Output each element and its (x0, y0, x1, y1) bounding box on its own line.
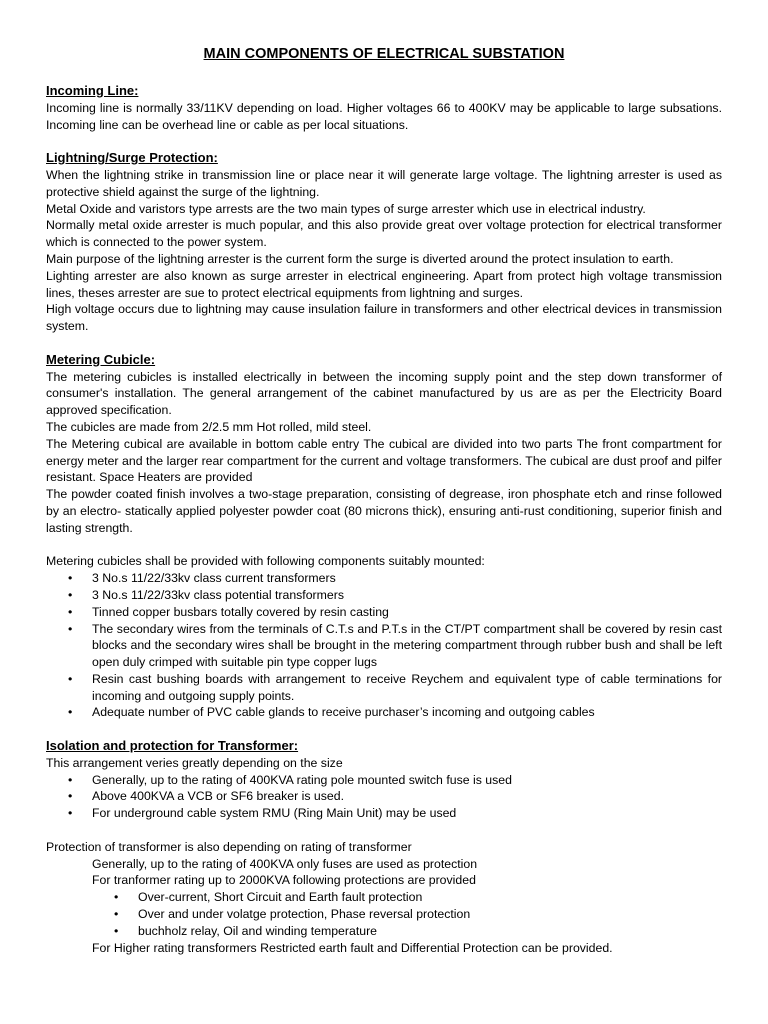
lightning-paragraph: Main purpose of the lightning arrester is the current form the surge is diverted around the protect insulation to earth. (46, 251, 674, 266)
protection-line-fuses: Generally, up to the rating of 400KVA only fuses are used as protection (92, 856, 478, 871)
metering-paragraph: The metering cubicles is installed electrically in between the incoming supply point and the step down transformer of consumer's installation. The general arrangement of the cabinet manufactured by us are as per the Electricity Board approved specification. (46, 369, 722, 418)
lightning-paragraph: Metal Oxide and varistors type arrests are the two main types of surge arrester which use in electrical industry. (46, 201, 646, 216)
list-item: • Over and under volatge protection, Phase reversal protection (138, 906, 722, 923)
metering-components-intro: Metering cubicles shall be provided with following components suitably mounted: (46, 554, 485, 569)
metering-components-list (46, 570, 722, 721)
lightning-paragraph: Lighting arrester are also known as surge arrester in electrical engineering. Apart from protect high voltage transmission lines, theses arrester are sue to protect electrical equipments from lightning and surges. (46, 268, 722, 300)
list-item: • Over-current, Short Circuit and Earth fault protection (138, 889, 722, 906)
incoming-line-heading: Incoming Line: (46, 83, 139, 98)
page-title: MAIN COMPONENTS OF ELECTRICAL SUBSTATION (203, 46, 565, 62)
list-item: • Adequate number of PVC cable glands to receive purchaser’s incoming and outgoing cables (92, 704, 722, 721)
list-item: • Generally, up to the rating of 400KVA rating pole mounted switch fuse is used (92, 772, 722, 789)
protection-line-higher-rating: For Higher rating transformers Restricted earth fault and Differential Protection can be provided. (92, 940, 613, 955)
list-item: • The secondary wires from the terminals of C.T.s and P.T.s in the CT/PT compartment shall be covered by resin cast blocks and the secondary wires shall be brought in the metering compartment through rubber bush and shall be left open duly crimped with suitable pin type copper lugs (92, 621, 722, 671)
metering-paragraph: The cubicles are made from 2/2.5 mm Hot rolled, mild steel. (46, 419, 372, 434)
lightning-protection-heading: Lightning/Surge Protection: (46, 150, 218, 166)
isolation-intro: This arrangement veries greatly depending on the size (46, 755, 343, 770)
isolation-list (46, 772, 722, 822)
list-item: • Above 400KVA a VCB or SF6 breaker is used. (92, 788, 722, 805)
list-item: • 3 No.s 11/22/33kv class current transformers (92, 570, 722, 587)
lightning-paragraph: High voltage occurs due to lightning may cause insulation failure in transformers and other electrical devices in transmission system. (46, 302, 722, 334)
isolation-protection-heading: Isolation and protection for Transformer: (46, 738, 299, 754)
protections-list (46, 889, 722, 939)
list-item: • For underground cable system RMU (Ring Main Unit) may be used (92, 805, 722, 822)
incoming-line-paragraph: Incoming line is normally 33/11KV depending on load. Higher voltages 66 to 400KV may be applicable to large subsations. Incoming line can be overhead line or cable as per local situations. (46, 100, 722, 132)
lightning-paragraph: Normally metal oxide arrester is much popular, and this also provide great over voltage protection for electrical transformer which is connected to the power system. (46, 218, 722, 250)
list-item: • Resin cast bushing boards with arrangement to receive Reychem and equivalent type of cable terminations for incoming and outgoing supply points. (92, 671, 722, 705)
metering-paragraph: The Metering cubical are available in bottom cable entry The cubical are divided into two parts The front compartment for energy meter and the larger rear compartment for the current and voltage transformers. The cubical are dust proof and pilfer resistant. Space Heaters are provided (46, 436, 722, 485)
list-item: • buchholz relay, Oil and winding temperature (138, 923, 722, 940)
list-item: • Tinned copper busbars totally covered by resin casting (92, 604, 722, 621)
protection-intro: Protection of transformer is also depending on rating of transformer (46, 839, 412, 854)
metering-cubicle-heading: Metering Cubicle: (46, 351, 156, 367)
lightning-paragraph: When the lightning strike in transmission line or place near it will generate large voltage. The lightning arrester is used as protective shield against the surge of the lightning. (46, 167, 722, 199)
metering-paragraph: The powder coated finish involves a two-stage preparation, consisting of degrease, iron phosphate etch and rinse followed by an electro- statically applied polyester powder coat (80 microns thick), ensuring anti-rust conditioning, superior finish and lasting strength. (46, 487, 722, 535)
list-item: • 3 No.s 11/22/33kv class potential transformers (92, 587, 722, 604)
protection-line-2000kva: For tranformer rating up to 2000KVA following protections are provided (92, 873, 476, 888)
